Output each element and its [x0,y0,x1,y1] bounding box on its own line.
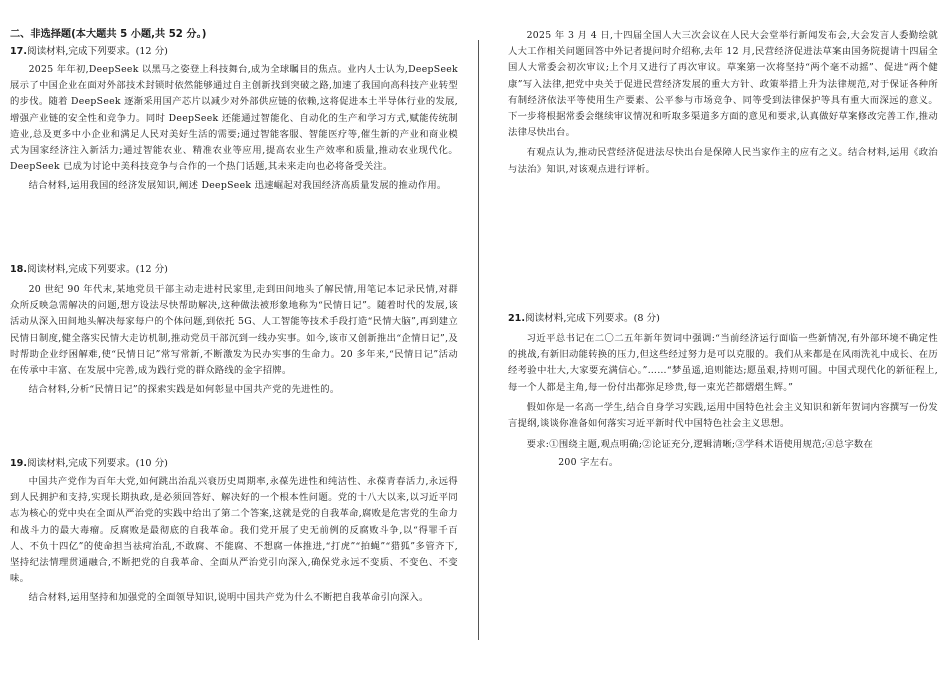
question-17 [10,44,458,195]
question-19-number: 19. [10,458,27,469]
question-17-material: 2025 年年初,DeepSeek 以黑马之姿登上科技舞台,成为全球瞩目的焦点。业内人士认为,DeepSeek 展示了中国企业在面对外部技术封锁时依然能够通过自主创新找到突破之路,加速了我国向高科技产业转型的步伐。随着 DeepSeek 逐渐采用国产芯片以减少对外部供应链的依赖,这将促进本土半导体行业的发展,增强产业链的安全性和竞争力。同时 DeepSeek 还能通过智能化、自动化的生产和学习方式,赋能传统制造业,总及更多中小企业和满足人民对美好生活的需要;通过智能客服、智能医疗等,催生新的产业和商业模式为国家经济注入新活力;通过智能农业、精准农业等应用,提高农业生产效率和质量,推动农业现代化。DeepSeek 已成为讨论中美科技竞争与合作的一个热门话题,其未来走向也必将备受关注。 [10,64,458,173]
question-18 [10,262,458,398]
question-17-task: 结合材料,运用我国的经济发展知识,阐述 DeepSeek 迅速崛起对我国经济高质量发展的推动作用。 [28,180,447,192]
question-19-header [10,456,458,472]
requirements-tail: 200 字左右。 [558,457,619,469]
question-17-header [10,44,458,60]
question-20-material: 2025 年 3 月 4 日,十四届全国人大三次会议在人民大会堂举行新闻发布会,大会发言人委勤绘就人大工作相关问题回答中外记者提问时介绍称,去年 12 月,民营经济促进法草案由国务院提请十四届全国人大常委会初次审议;上个月又进行了再次审议。草案第一次将坚持“两个毫不动摇”、促进“两个健康”写入法律,把党中央关于促进民营经济发展的重大方针、政策举措上升为法律规范,对于保证各种所有制经济依法平等使用生产要素、公平参与市场竞争、同等受到法律保护等具有重大而深远的意义。下一步将根据常委会继续审议情况和听取多渠道多方面的意见和要求,认真做好草案修改完善工作,推动法律尽快出台。 [508,30,938,139]
question-20-task: 有观点认为,推动民营经济促进法尽快出台是保障人民当家作主的应有之义。结合材料,运用《政治与法治》知识,对该观点进行评析。 [508,147,938,175]
requirements-text: 要求:①围绕主题,观点明确;②论证充分,逻辑清晰;③学科术语使用规范;④总字数在 [526,439,874,451]
question-18-instruction: 阅读材料,完成下列要求。(12 分) [27,264,168,275]
question-19-task: 结合材料,运用坚持和加强党的全面领导知识,说明中国共产党为什么不断把自我革命引向深入。 [28,592,429,604]
question-21-material: 习近平总书记在二〇二五年新年贺词中强调:“当前经济运行面临一些新情况,有外部环境不确定性的挑战,有新旧动能转换的压力,但这些经过努力是可以克服的。我们从来都是在风雨洗礼中成长、在历经考验中壮大,大家要充满信心。”……“梦虽遥,追则能达;愿虽艰,持则可圆。中国式现代化的新征程上,每一个人都是主角,每一份付出都弥足珍贵,每一束光芒都熠熠生辉。” [508,333,938,393]
question-19-material: 中国共产党作为百年大党,如何跳出治乱兴衰历史周期率,永葆先进性和纯洁性、永葆青春活力,永远得到人民拥护和支持,实现长期执政,是必须回答好、解决好的一个根本性问题。党的十八大以来,以习近平同志为核心的党中央在全面从严治党的实践中给出了第二个答案,这就是党的自我革命,腐败是危害党的生命力和战斗力的最大毒瘤。反腐败是最彻底的自我革命。我们党开展了史无前例的反腐败斗争,以“得罪千百人、不负十四亿”的使命担当祛疴治乱,不敢腐、不能腐、不想腐一体推进,“打虎”“拍蝇”“猎狐”多管齐下,坚持纪法情理贯通融合,不断把党的自我革命、全面从严治党引向深入,确保党永远不变质、不变色、不变味。 [10,476,458,585]
question-21-header [508,311,938,327]
question-17-number: 17. [10,46,27,57]
column-divider [478,40,479,640]
section-heading [10,28,458,42]
question-18-number: 18. [10,264,27,275]
question-21-instruction: 阅读材料,完成下列要求。(8 分) [525,313,660,324]
question-21-task: 假如你是一名高一学生,结合自身学习实践,运用中国特色社会主义知识和新年贺词内容撰写一份发言提纲,谈谈你准备如何落实习近平新时代中国特色社会主义思想。 [508,401,938,430]
section-title: 二、非选择题(本大题共 5 小题,共 52 分。) [10,29,207,40]
question-19-instruction: 阅读材料,完成下列要求。(10 分) [27,458,168,469]
question-21-number: 21. [508,313,525,324]
question-19 [10,456,458,607]
question-20-continuation [508,28,938,178]
question-18-task: 结合材料,分析“民情日记”的探索实践是如何彰显中国共产党的先进性的。 [28,384,340,396]
question-21-requirements [508,436,938,472]
question-18-material: 20 世纪 90 年代末,某地党员干部主动走进村民家里,走到田间地头了解民情,用笔记本记录民情,对群众所反映急需解决的问题,想方设法尽快帮助解决,这种做法被形象地称为“民情日记”。随着时代的发展,该活动从深入田间地头解决每家每户的个体问题,到依托 5G、人工智能等技术手段打造“民情大脑”,再到建立民情日制度,健全落实民情大走访机制,推动党员干部沉到一线办实事。如今,该市又创新推出“企情日记”,及时帮助企业纾困解难,使“民情日记”常写常新,不断激发为民办实事的生命力。20 多年来,“民情日记”活动在传承中丰富、在发展中完善,成为践行党的群众路线的金字招牌。 [10,284,458,377]
question-17-instruction: 阅读材料,完成下列要求。(12 分) [27,46,168,57]
question-21 [508,311,938,472]
question-18-header [10,262,458,278]
